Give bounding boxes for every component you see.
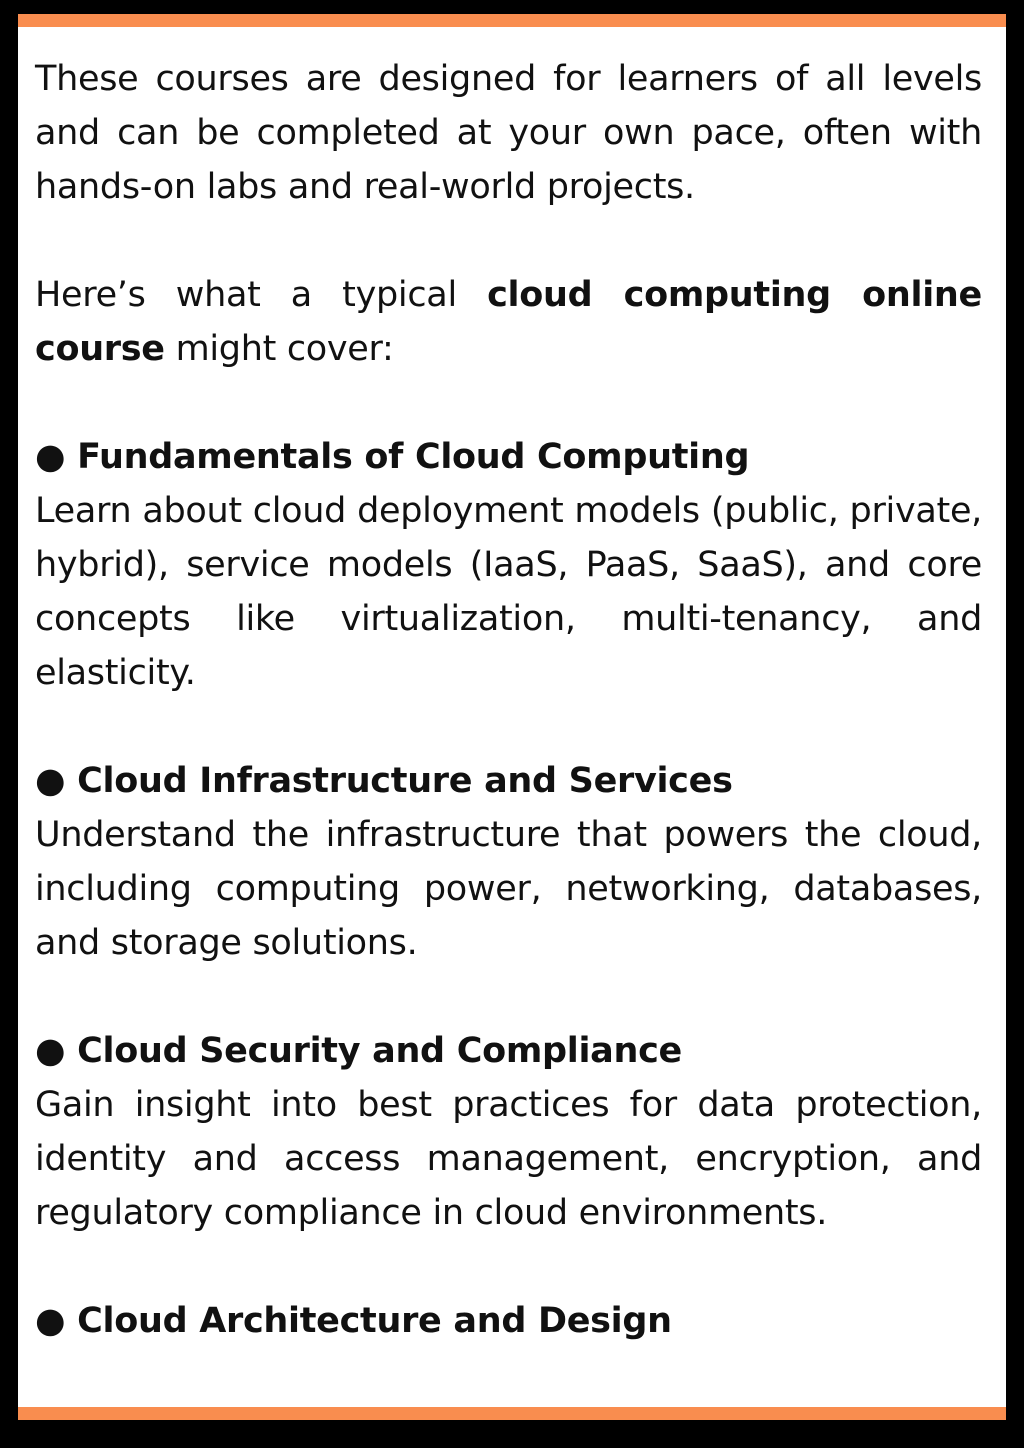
intro-paragraph: These courses are designed for learners of all levels and can be completed at your own pace, often with hands-on labs and real-world projects. <box>35 59 982 207</box>
document-page <box>18 14 1006 1420</box>
section-body-infrastructure: Understand the infrastructure that powers the cloud, including computing power, networking, databases, and storage solutions. <box>35 815 982 963</box>
bullet-icon: ● <box>35 1031 66 1071</box>
lead-paragraph <box>35 268 982 376</box>
lead-text-before: Here’s what a typical <box>35 275 488 315</box>
bullet-icon: ● <box>35 761 66 801</box>
lead-text-bold: cloud computing online course <box>35 275 982 369</box>
section-body-security: Gain insight into best practices for data protection, identity and access management, encryption, and regulatory compliance in cloud environments. <box>35 1085 982 1233</box>
bullet-icon: ● <box>35 437 66 477</box>
bullet-icon: ● <box>35 1301 66 1341</box>
section-heading-text: Cloud Security and Compliance <box>77 1031 682 1071</box>
section-body-fundamentals: Learn about cloud deployment models (public, private, hybrid), service models (IaaS, PaaS, SaaS), and core concepts like virtualization, multi-tenancy, and elasticity. <box>35 491 982 693</box>
section-heading-architecture <box>35 1294 982 1348</box>
section-heading-text: Fundamentals of Cloud Computing <box>77 437 750 477</box>
bottom-accent-bar <box>18 1407 1006 1420</box>
section-heading-security <box>35 1024 982 1078</box>
lead-text-after: might cover: <box>164 329 394 369</box>
section-heading-text: Cloud Infrastructure and Services <box>77 761 733 801</box>
section-heading-infrastructure <box>35 754 982 808</box>
document-content <box>35 52 982 1348</box>
section-heading-text: Cloud Architecture and Design <box>77 1301 672 1341</box>
section-heading-fundamentals <box>35 430 982 484</box>
top-accent-bar <box>18 14 1006 27</box>
